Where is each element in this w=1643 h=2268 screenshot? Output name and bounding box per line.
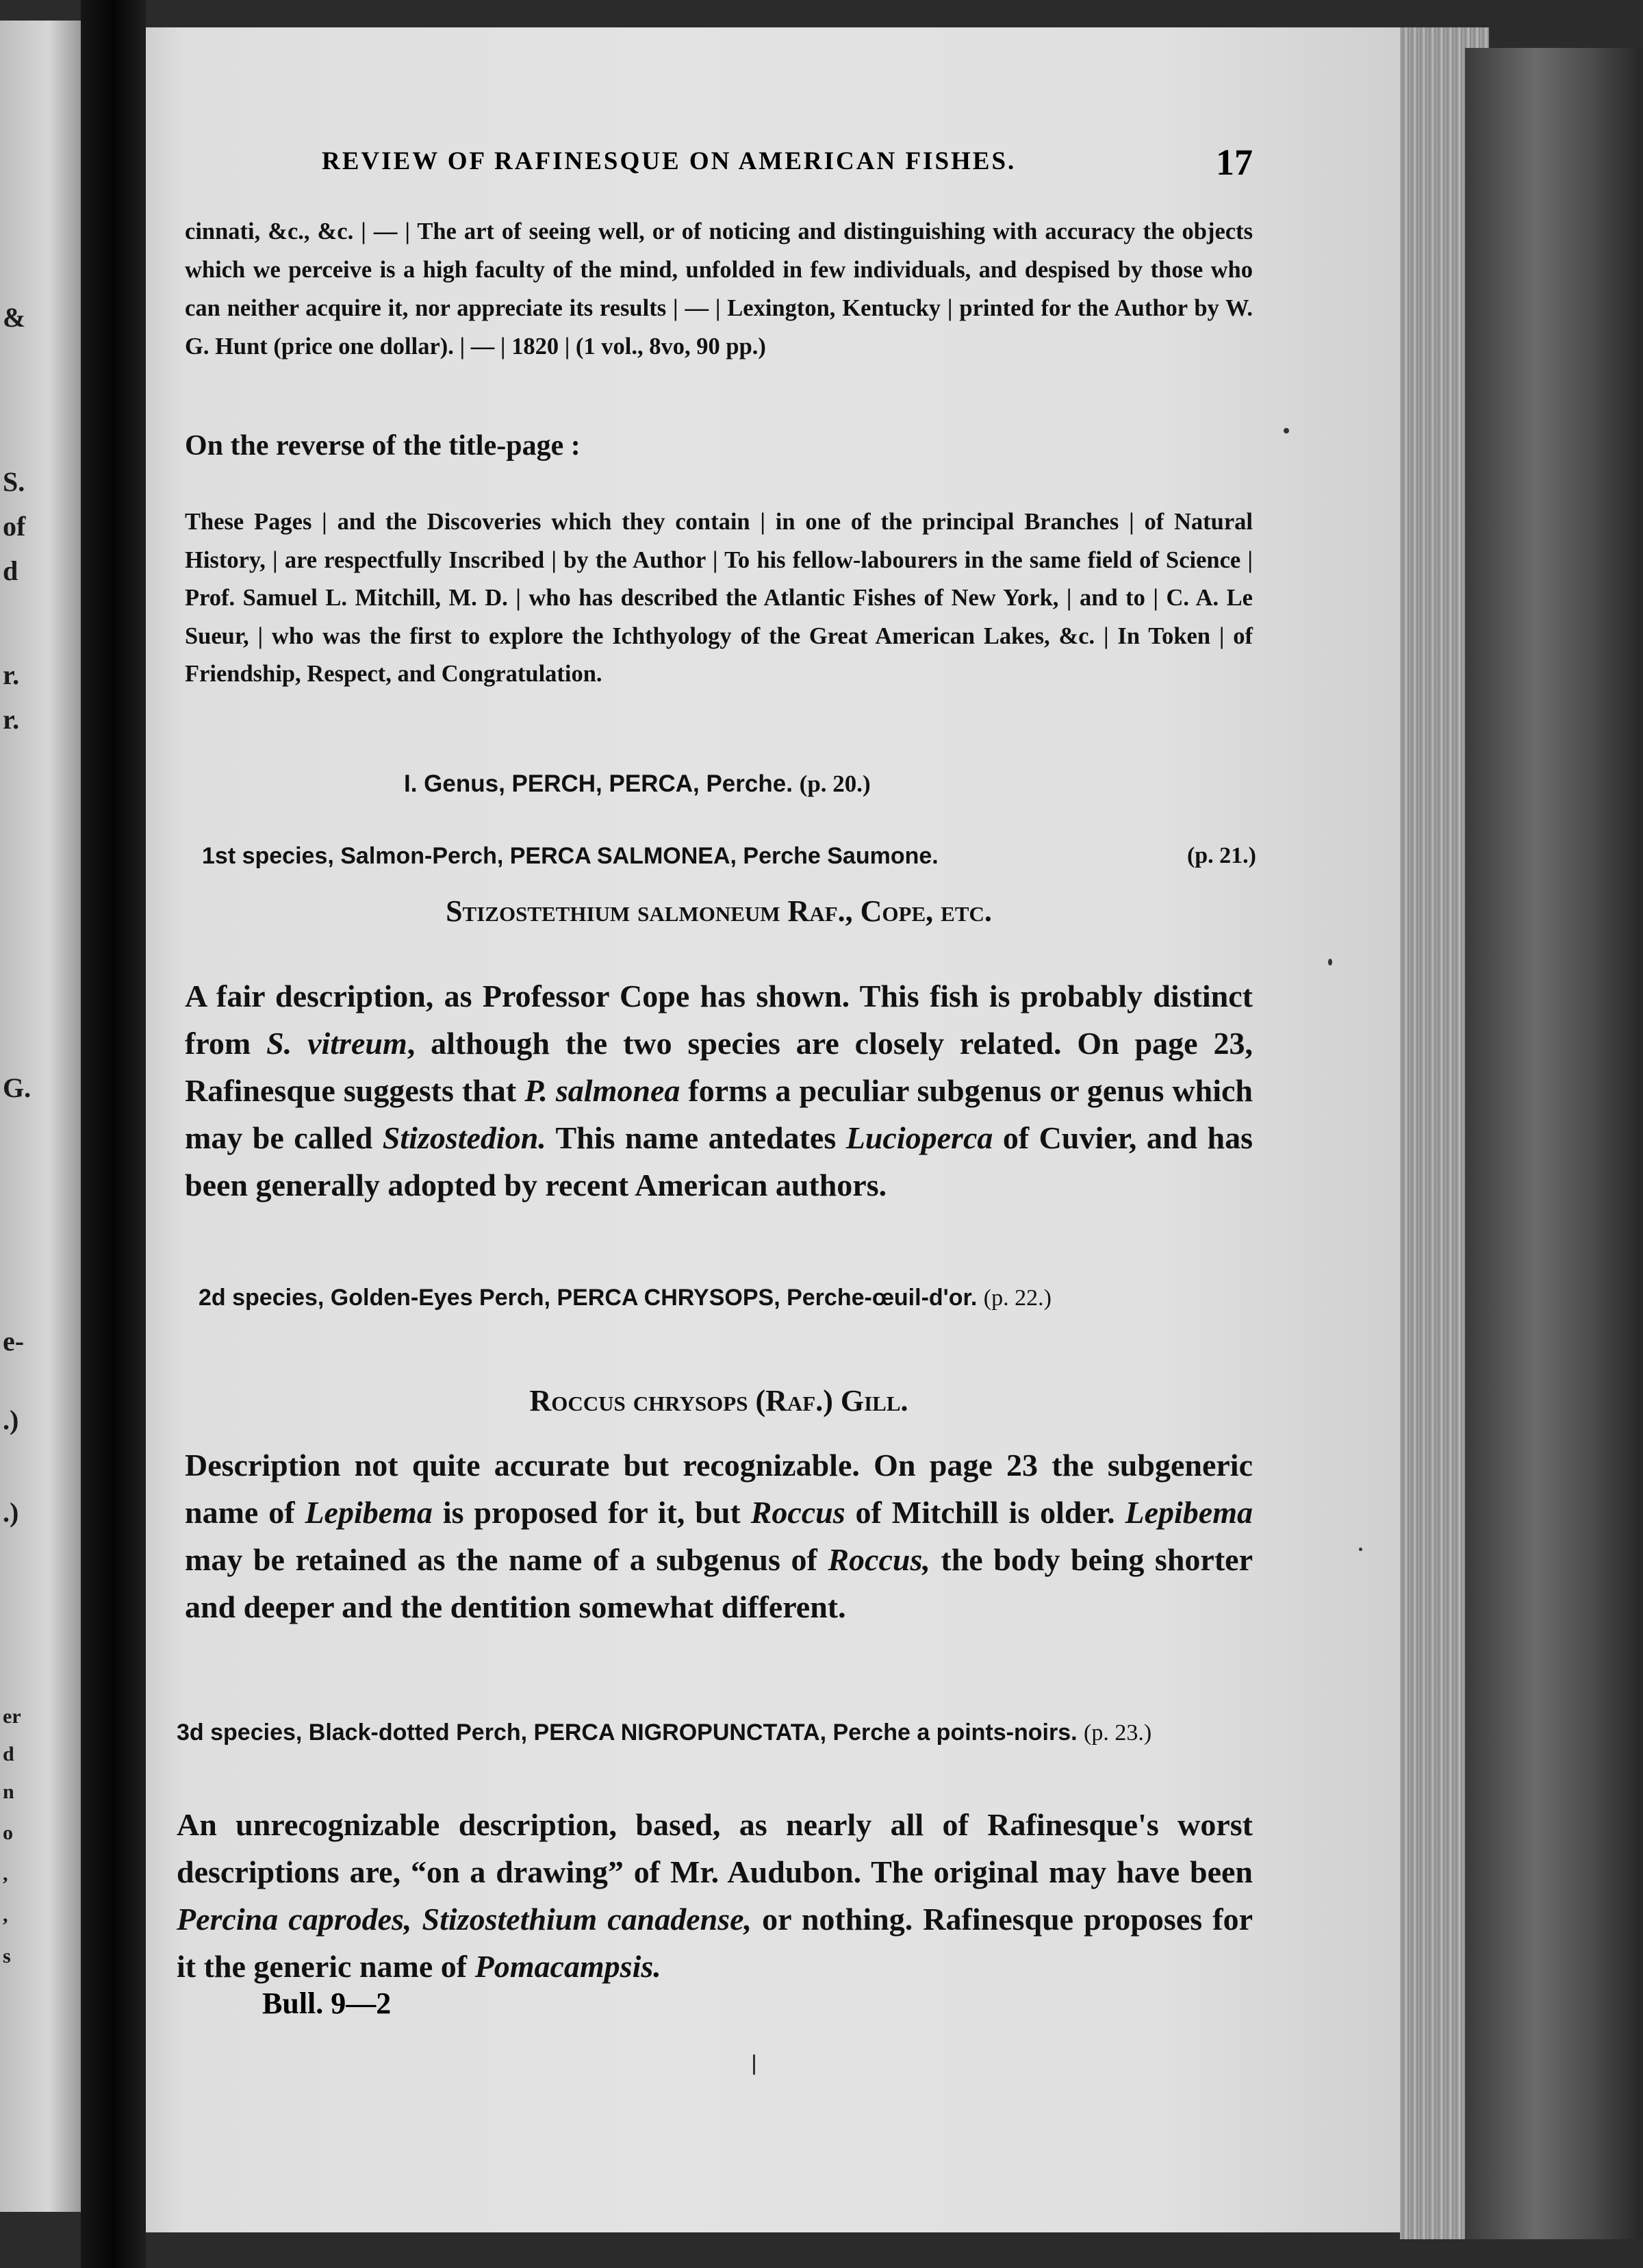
left-fragment-text: r. xyxy=(3,704,20,735)
genus-heading-text: I. Genus, PERCH, PERCA, Perche. xyxy=(404,770,793,797)
left-fragment-text: , xyxy=(3,1904,8,1926)
left-fragment-text: .) xyxy=(3,1497,19,1528)
genus-heading xyxy=(404,770,1225,798)
species-page-ref: (p. 21.) xyxy=(1186,843,1256,868)
signature-mark: Bull. 9—2 xyxy=(262,1987,392,2020)
species-heading-text: 1st species, Salmon-Perch, PERCA SALMONEA, Perche Saumone. xyxy=(202,843,939,869)
header-title: REVIEW OF RAFINESQUE ON AMERICAN FISHES. xyxy=(322,147,1017,175)
species-page-ref: (p. 22.) xyxy=(983,1285,1052,1311)
species-commentary: An unrecognizable description, based, as nearly all of Rafinesque's worst descriptions are, “on a drawing” of Mr. Audubon. The original may have been Percina caprodes, Stizostethium canadense, or nothing. Rafinesque proposes for it the generic name of Pomacampsis. xyxy=(177,1807,1253,1984)
left-fragment-text: d xyxy=(3,555,18,586)
dedication-text: These Pages | and the Discoveries which they contain | in one of the principal Branches | of Natural History, | are respectfully Inscribed | by the Author | To his fellow-labourers in the same field of Science | Prof. Samuel L. Mitchill, M. D. | who has described the Atlantic Fishes of New York, | and to | C. A. Le Sueur, | who was the first to explore the Ichthyology of the Great American Lakes, &c. | In Token | of Friendship, Respect, and Congratulation. xyxy=(185,509,1253,687)
running-head xyxy=(322,141,1253,189)
title-continuation: cinnati, &c., &c. | — | The art of seeing well, or of noticing and distinguishing with accuracy the objects which we perceive is a high faculty of the mind, unfolded in few individuals, and despised by those who can neither acquire it, nor appreciate its results | — | Lexington, Kentucky | printed for the Author by W. G. Hunt (price one dollar). | — | 1820 | (1 vol., 8vo, 90 pp.) xyxy=(185,218,1253,360)
left-fragment-text: o xyxy=(3,1822,13,1844)
species-commentary: A fair description, as Professor Cope has shown. This fish is probably distinct from S. vitreum, although the two species are closely related. On page 23, Rafinesque suggests that P. salmonea forms a peculiar subgenus or genus which may be called Stizostedion. This name antedates Lucioperca of Cuvier, and has been generally adopted by recent American authors. xyxy=(185,979,1253,1202)
left-fragment-text: e- xyxy=(3,1326,25,1357)
left-fragment-text: of xyxy=(3,511,26,542)
species-heading xyxy=(199,1277,1260,1319)
left-fragment-text: G. xyxy=(3,1072,31,1103)
page-number: 17 xyxy=(1216,142,1253,183)
left-fragment-text: d xyxy=(3,1743,14,1765)
left-fragment-text: er xyxy=(3,1705,21,1728)
species-heading-text: 2d species, Golden-Eyes Perch, PERCA CHRYSOPS, Perche-œuil-d'or. xyxy=(199,1285,978,1311)
species-heading-text: 3d species, Black-dotted Perch, PERCA NIGROPUNCTATA, Perche a points-noirs. xyxy=(177,1719,1078,1746)
left-fragment-text: & xyxy=(3,302,26,333)
species-heading xyxy=(202,835,1256,877)
genus-page-ref: (p. 20.) xyxy=(799,770,871,797)
left-fragment-text: .) xyxy=(3,1404,19,1435)
left-fragment-text: n xyxy=(3,1780,14,1803)
book-gutter xyxy=(81,0,146,2268)
species-commentary: Description not quite accurate but recognizable. On page 23 the subgeneric name of Lepibema is proposed for it, but Roccus of Mitchill is older. Lepibema may be retained as the name of a subgenus of Roccus, the body being shorter and deeper and the dentition somewhat different. xyxy=(185,1448,1253,1624)
left-fragment-text: r. xyxy=(3,659,20,690)
left-fragment-text: , xyxy=(3,1863,8,1885)
book-cover-edge xyxy=(1465,48,1643,2239)
reverse-heading: On the reverse of the title-page : xyxy=(185,430,581,462)
species-page-ref: (p. 23.) xyxy=(1084,1720,1152,1746)
species-heading xyxy=(177,1712,1251,1754)
left-fragment-text: s xyxy=(3,1945,11,1967)
left-page-fragment xyxy=(0,21,81,2212)
scientific-name: Roccus chrysops (Raf.) Gill. xyxy=(529,1384,908,1418)
scientific-name: Stizostethium salmoneum Raf., Cope, etc. xyxy=(446,894,992,928)
left-fragment-text: S. xyxy=(3,466,25,497)
